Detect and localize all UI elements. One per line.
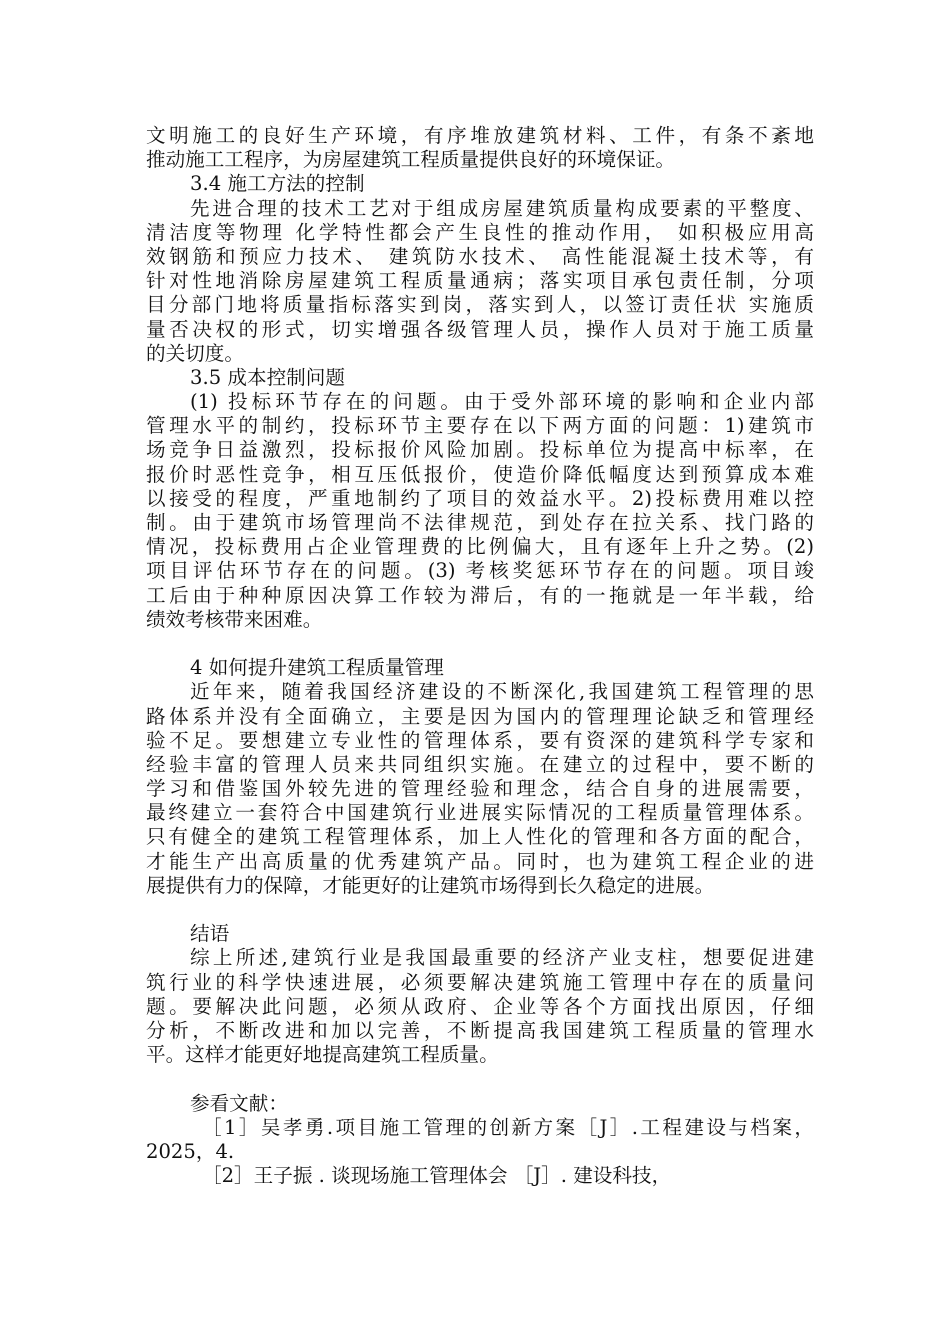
document-page xyxy=(146,124,814,1188)
text-line: 目分部门地将质量指标落实到岗，落实到人，以签订责任状 实施质 xyxy=(146,293,814,317)
heading-3-4: 3.4 施工方法的控制 xyxy=(190,172,365,196)
paragraph-3-5 xyxy=(146,390,814,632)
paragraph-conclusion xyxy=(146,946,814,1067)
text-line: 绩效考核带来困难。 xyxy=(146,607,323,631)
reference-list xyxy=(146,1116,814,1189)
text-line: 管理水平的制约，投标环节主要存在以下两方面的问题：1)建筑市 xyxy=(146,414,814,438)
text-line: 以接受的程度，严重地制约了项目的效益水平。2)投标费用难以控 xyxy=(146,486,814,510)
text-line: 推动施工工程序，为房屋建筑工程质量提供良好的环境保证。 xyxy=(146,148,676,172)
text-line: 验不足。要想建立专业性的管理体系，要有资深的建筑科学专家和 xyxy=(146,728,814,752)
text-line: 情况，投标费用占企业管理费的比例偏大，且有逐年上升之势。(2) xyxy=(146,535,814,559)
paragraph-3-4 xyxy=(146,197,814,366)
text-line: 针对性地消除房屋建筑工程质量通病；落实项目承包责任制，分项 xyxy=(146,269,814,293)
text-line: 只有健全的建筑工程管理体系，加上人性化的管理和各方面的配合， xyxy=(146,825,814,849)
paragraph-4 xyxy=(146,680,814,898)
text-line: 综上所述,建筑行业是我国最重要的经济产业支柱，想要促进建 xyxy=(190,946,814,970)
reference-item: ［2］王子振 . 谈现场施工管理体会 ［J］. 建设科技， xyxy=(202,1164,672,1188)
text-line: 工后由于种种原因决算工作较为滞后，有的一拖就是一年半载，给 xyxy=(146,583,814,607)
text-line: 最终建立一套符合中国建筑行业进展实际情况的工程质量管理体系。 xyxy=(146,801,814,825)
heading-4: 4 如何提升建筑工程质量管理 xyxy=(190,656,444,680)
text-line: 场竞争日益激烈，投标报价风险加剧。投标单位为提高中标率，在 xyxy=(146,438,814,462)
text-line: 分析，不断改进和加以完善，不断提高我国建筑工程质量的管理水 xyxy=(146,1018,814,1042)
text-line: 经验丰富的管理人员来共同组织实施。在建立的过程中，要不断的 xyxy=(146,752,814,776)
reference-item-continued: 2025，4. xyxy=(146,1139,235,1163)
text-line: 路体系并没有全面确立，主要是因为国内的管理理论缺乏和管理经 xyxy=(146,704,814,728)
text-line: (1) 投标环节存在的问题。由于受外部环境的影响和企业内部 xyxy=(190,390,814,414)
spacer xyxy=(146,632,814,656)
text-line: 展提供有力的保障，才能更好的让建筑市场得到长久稳定的进展。 xyxy=(146,873,715,897)
spacer xyxy=(146,1067,814,1091)
text-line: 近年来，随着我国经济建设的不断深化,我国建筑工程管理的思 xyxy=(190,680,814,704)
text-line: 题。要解决此问题，必须从政府、企业等各个方面找出原因，仔细 xyxy=(146,994,814,1018)
paragraph-environment xyxy=(146,124,814,172)
text-line: 清洁度等物理 化学特性都会产生良性的推动作用， 如积极应用高 xyxy=(146,220,814,244)
text-line: 量否决权的形式，切实增强各级管理人员，操作人员对于施工质量 xyxy=(146,317,814,341)
heading-conclusion: 结语 xyxy=(190,922,230,946)
heading-references: 参看文献： xyxy=(190,1091,288,1115)
heading-3-5: 3.5 成本控制问题 xyxy=(190,365,345,389)
text-line: 筑行业的科学快速进展，必须要解决建筑施工管理中存在的质量问 xyxy=(146,970,814,994)
text-line: 才能生产出高质量的优秀建筑产品。同时，也为建筑工程企业的进 xyxy=(146,849,814,873)
reference-item: ［1］吴孝勇.项目施工管理的创新方案［J］.工程建设与档案， xyxy=(202,1115,814,1139)
text-line: 先进合理的技术工艺对于组成房屋建筑质量构成要素的平整度、 xyxy=(190,196,814,220)
text-line: 文明施工的良好生产环境，有序堆放建筑材料、工件，有条不紊地 xyxy=(146,124,814,147)
text-line: 的关切度。 xyxy=(146,341,244,365)
text-line: 制。由于建筑市场管理尚不法律规范，到处存在拉关系、找门路的 xyxy=(146,511,814,534)
text-line: 平。这样才能更好地提高建筑工程质量。 xyxy=(146,1043,499,1067)
text-line: 项目评估环节存在的问题。(3) 考核奖惩环节存在的问题。项目竣 xyxy=(146,559,814,583)
text-line: 学习和借鉴国外较先进的管理经验和理念，结合自身的进展需要， xyxy=(146,777,814,801)
text-line: 效钢筋和预应力技术、 建筑防水技术、 高性能混凝土技术等，有 xyxy=(146,244,814,268)
spacer xyxy=(146,898,814,922)
text-line: 报价时恶性竞争，相互压低报价，使造价降低幅度达到预算成本难 xyxy=(146,462,814,486)
